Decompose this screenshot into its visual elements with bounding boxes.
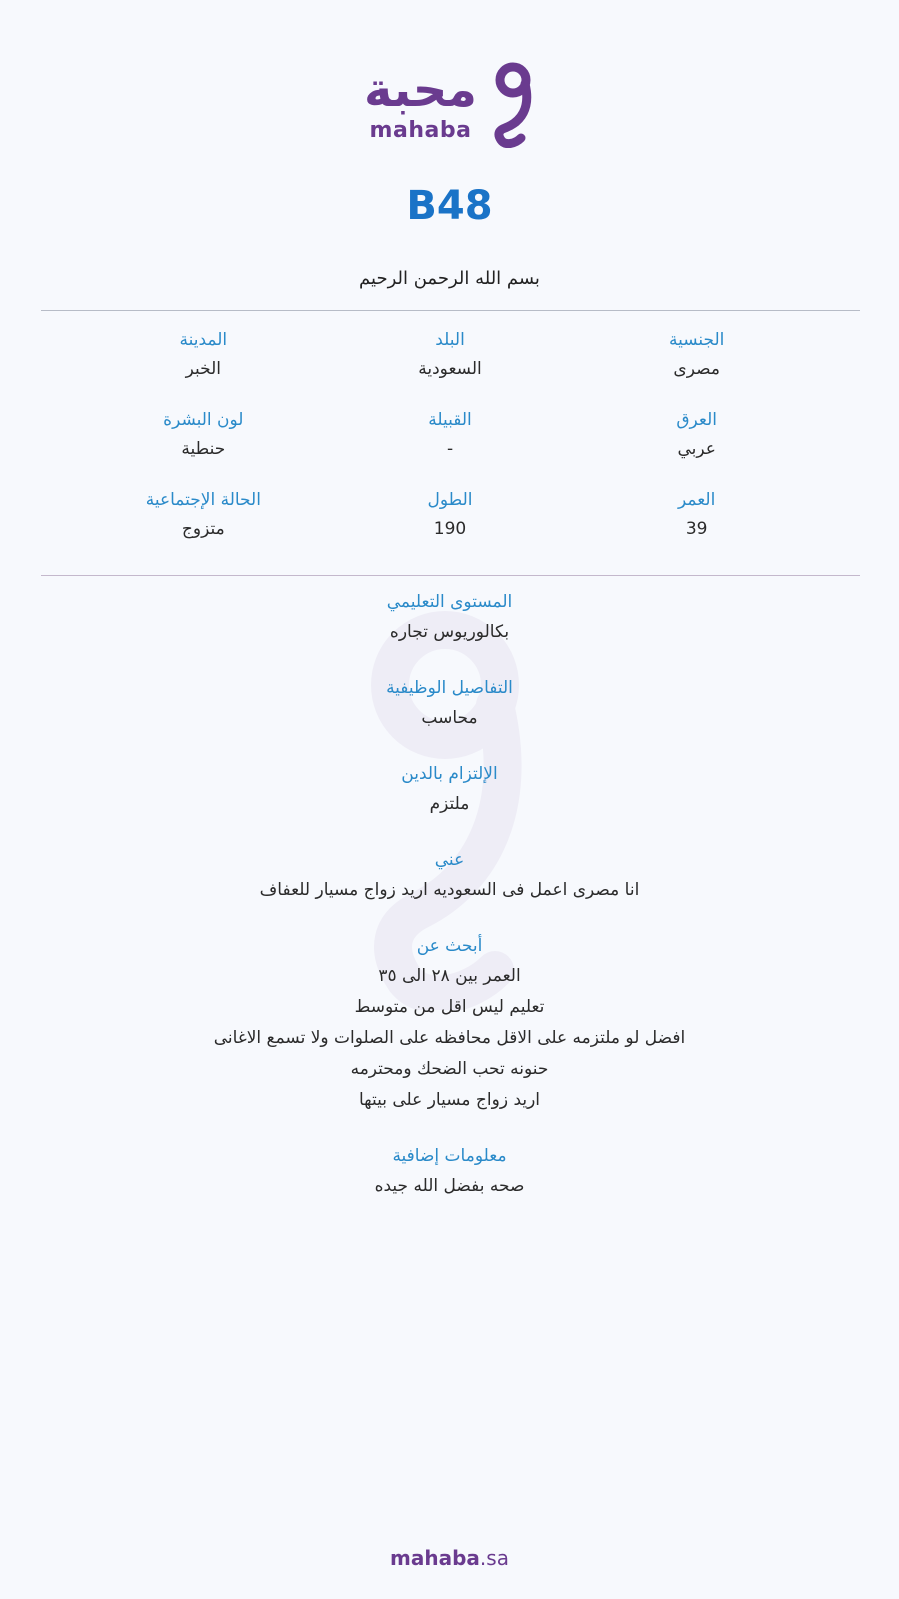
section-value: انا مصرى اعمل فى السعوديه اريد زواج مسيار للعفاف <box>259 880 640 900</box>
detail-nationality <box>573 328 820 382</box>
logo-mark-icon <box>491 58 535 148</box>
top-divider <box>41 310 860 311</box>
looking-for-line: اريد زواج مسيار على بيتها <box>358 1090 541 1110</box>
section-about <box>0 848 899 906</box>
detail-label: البلد <box>435 330 465 350</box>
section-value: ملتزم <box>429 794 470 814</box>
detail-value: السعودية <box>418 359 482 379</box>
detail-value: 190 <box>433 519 467 539</box>
detail-value: 39 <box>685 519 708 539</box>
detail-value: حنطية <box>181 439 226 459</box>
section-label: أبحث عن <box>416 936 483 956</box>
section-value-lines <box>0 961 899 1116</box>
logo-arabic: محبة <box>363 62 477 118</box>
logo-text <box>364 62 477 144</box>
profile-code: B48 <box>406 183 493 229</box>
detail-value: متزوج <box>181 519 225 539</box>
detail-skin-color <box>80 408 327 462</box>
looking-for-line: افضل لو ملتزمه على الاقل محافظه على الصلوات ولا تسمع الاغانى <box>213 1028 686 1048</box>
section-education <box>0 590 899 648</box>
section-label: التفاصيل الوظيفية <box>386 678 513 698</box>
details-grid <box>80 328 820 542</box>
detail-height <box>327 488 574 542</box>
section-job <box>0 676 899 734</box>
detail-age <box>573 488 820 542</box>
detail-label: المدينة <box>179 330 228 350</box>
detail-value: مصرى <box>673 359 720 379</box>
detail-label: الحالة الإجتماعية <box>145 490 261 510</box>
detail-tribe <box>327 408 574 462</box>
section-value: بكالوريوس تجاره <box>389 622 510 642</box>
detail-label: العرق <box>676 410 718 430</box>
section-label: المستوى التعليمي <box>386 592 513 612</box>
basmala: بسم الله الرحمن الرحيم <box>359 268 540 289</box>
detail-value: عربي <box>677 439 716 459</box>
section-label: عني <box>434 850 465 870</box>
footer-link[interactable] <box>0 1545 899 1571</box>
detail-city <box>80 328 327 382</box>
section-looking-for <box>0 934 899 1116</box>
detail-label: لون البشرة <box>163 410 244 430</box>
section-religion <box>0 762 899 820</box>
section-label: معلومات إضافية <box>392 1146 507 1166</box>
looking-for-line: تعليم ليس اقل من متوسط <box>354 997 545 1017</box>
looking-for-line: العمر بين ٢٨ الى ٣٥ <box>378 966 521 986</box>
middle-divider <box>41 575 860 576</box>
footer-brand: mahaba <box>390 1546 480 1570</box>
detail-label: القبيلة <box>428 410 472 430</box>
looking-for-line: حنونه تحب الضحك ومحترمه <box>350 1059 549 1079</box>
section-label: الإلتزام بالدين <box>401 764 498 784</box>
detail-label: الطول <box>427 490 473 510</box>
section-extra-info <box>0 1144 899 1202</box>
section-value: صحه بفضل الله جيده <box>374 1176 525 1196</box>
logo <box>0 58 899 148</box>
section-value: محاسب <box>421 708 478 728</box>
detail-value: - <box>446 439 454 459</box>
detail-value: الخبر <box>185 359 222 379</box>
logo-english: mahaba <box>369 118 472 143</box>
detail-marital-status <box>80 488 327 542</box>
detail-label: العمر <box>678 490 716 510</box>
detail-country <box>327 328 574 382</box>
detail-ethnicity <box>573 408 820 462</box>
detail-label: الجنسية <box>668 330 725 350</box>
footer-tld: .sa <box>479 1546 509 1570</box>
profile-sections <box>0 590 899 1230</box>
